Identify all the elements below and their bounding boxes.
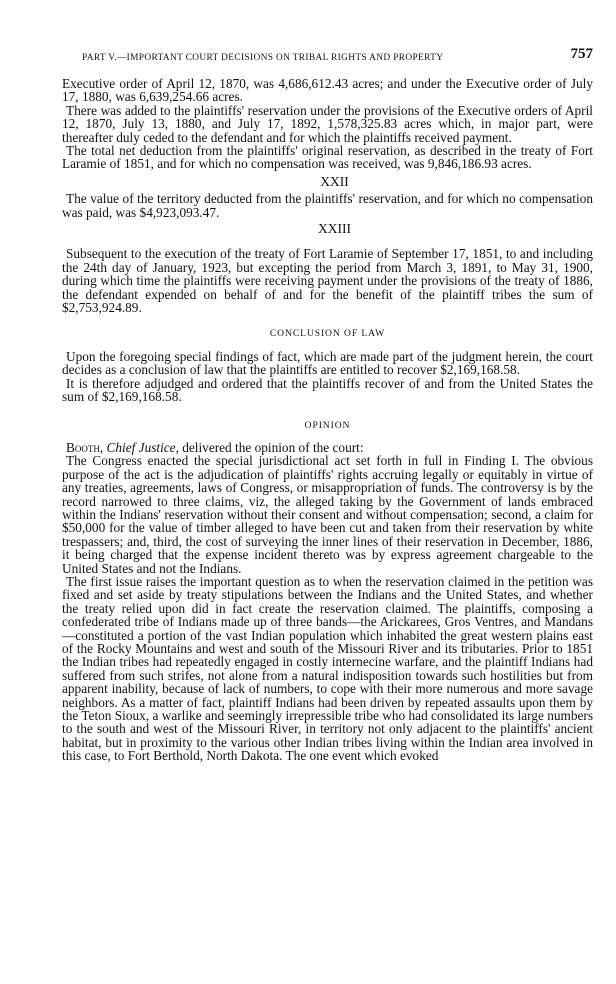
paragraph: It is therefore adjudged and ordered that the plaintiffs recover of and from the United States the sum of $2,169,168.58. [62,375,593,405]
running-head: PART V.—IMPORTANT COURT DECISIONS ON TRIBAL RIGHTS AND PROPERTY [82,53,444,63]
justice-title: Chief Justice, [106,439,179,455]
paragraph: The total net deduction from the plaintiffs' original reservation, as described in the treaty of Fort Laramie of 1851, and for which no compensation was received, was 9,846,186.93 acres. [62,143,593,172]
paragraph: Subsequent to the execution of the treaty of Fort Laramie of September 17, 1851, to and including the 24th day of January, 1923, but excepting the period from March 3, 1891, to May 31, 1900, during which time the plaintiffs were receiving payment under the provisions of the treaty of 1886, the defendant expended on behalf of and for the benefit of the plaintiff tribes the sum of $2,753,924.89. [62,246,593,316]
paragraph: Upon the foregoing special findings of fact, which are made part of the judgment herein, the court decides as a conclusion of law that the plaintiffs are entitled to recover $2,169,168.58. [62,348,593,378]
section-heading: CONCLUSION OF LAW [269,327,386,339]
running-header [62,46,593,64]
document-page [62,0,593,763]
section-heading: OPINION [304,419,351,431]
justice-name: Booth, [66,439,104,455]
paragraph: There was added to the plaintiffs' reservation under the provisions of the Executive orders of April 12, 1870, July 13, 1880, and July 17, 1892, 1,578,325.83 acres which, in major part, were thereafter duly ceded to the defendant and for which the plaintiffs received payment. [62,102,593,145]
opinion-attribution [62,441,593,454]
finding-numeral: XXII [320,173,349,189]
page-number: 757 [570,46,593,62]
paragraph: The value of the territory deducted from the plaintiffs' reservation, and for which no compensation was paid, was $4,923,093.47. [62,191,593,220]
paragraph: The first issue raises the important question as to when the reservation claimed in the petition was fixed and set aside by treaty stipulations between the Indians and the United States, and whether the treaty relied upon did in fact create the reservation claimed. The plaintiffs, composing a confederated tribe of Indians made up of three bands—the Arickarees, Gros Ventres, and Mandans—constituted a portion of the vast Indian population which inhabited the great western plains east of the Rocky Mountains and west and south of the Missouri River and its tributaries. Prior to 1851 the Indian tribes had repeatedly engaged in costly internecine warfare, and the plaintiff Indians had suffered from such strifes, not alone from a natural indisposition towards such hostilities but from apparent inability, because of lack of numbers, to cope with their more numerous and more savage neighbors. As a matter of fact, plaintiff Indians had been driven by repeated assaults upon them by the Teton Sioux, a warlike and seemingly irrepressible tribe who had consolidated its large numbers to the south and west of the Missouri River, in territory not only adjacent to the plaintiffs' ancient habitat, but in proximity to the various other Indian tribes living within the Indian area involved in this case, to Fort Berthold, North Dakota. The one event which evoked [62,574,593,764]
finding-numeral: XXIII [318,221,351,237]
attribution-text: delivered the opinion of the court: [178,439,364,455]
paragraph: The Congress enacted the special jurisdictional act set forth in full in Finding I. The obvious purpose of the act is the adjudication of plaintiffs' rights accruing legally or equitably in virtue of any treaties, agreements, laws of Congress, or misappropriation of funds. The controversy is by the record narrowed to three claims, viz, the alleged taking by the Government of lands embraced within the Indians' reservation without their consent and without compensation; second, a claim for $50,000 for the value of timber alleged to have been cut and taken from their reservation by white trespassers; and, third, the cost of surveying the inner lines of their reservation in December, 1886, it being charged that the expense incident thereto was by express agreement chargeable to the United States and not the Indians. [62,453,593,576]
paragraph-continued: Executive order of April 12, 1870, was 4,686,612.43 acres; and under the Executive order of July 17, 1880, was 6,639,254.66 acres. [62,76,593,105]
